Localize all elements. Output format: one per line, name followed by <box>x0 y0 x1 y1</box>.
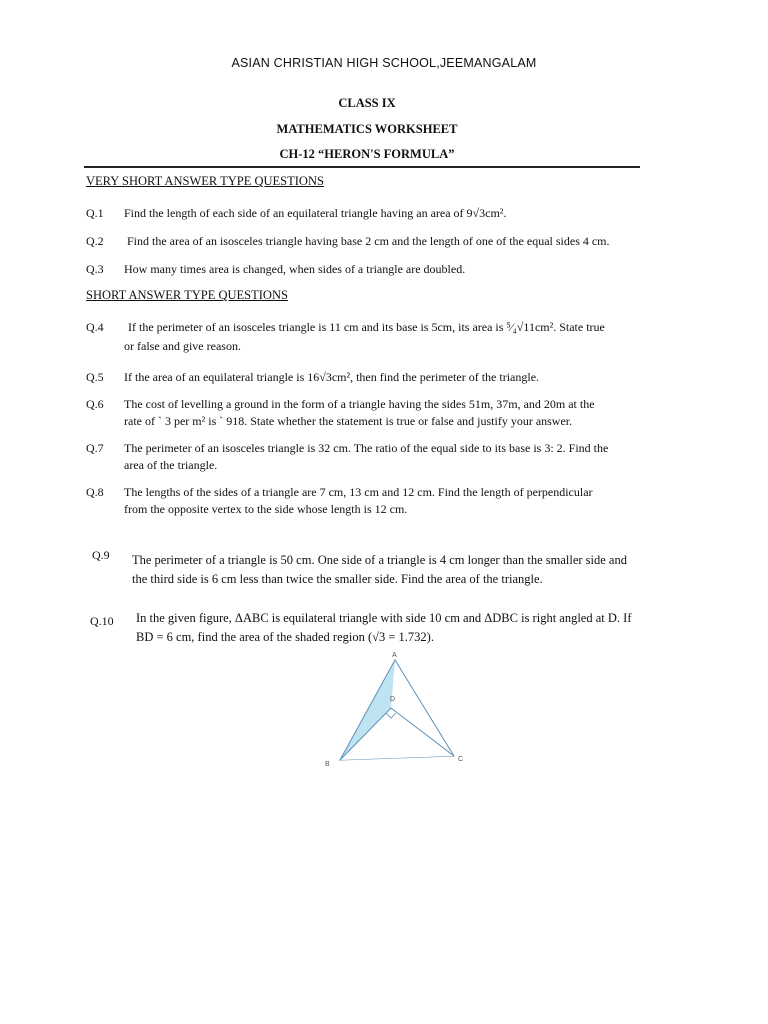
question-number: Q.2 <box>86 234 104 248</box>
question-text: The lengths of the sides of a triangle are 7 cm, 13 cm and 12 cm. Find the length of perpendicular <box>124 485 593 499</box>
label-a: A <box>392 652 397 659</box>
question-text: How many times area is changed, when sides of a triangle are doubled. <box>124 262 466 276</box>
section-very-short: VERY SHORT ANSWER TYPE QUESTIONS <box>86 174 324 188</box>
question-number: Q.7 <box>86 441 104 455</box>
label-c: C <box>458 756 464 763</box>
question-text: Find the area of an isosceles triangle having base 2 cm and the length of one of the equal sides 4 cm. <box>127 234 610 248</box>
question-text-continued: or false and give reason. <box>124 339 241 353</box>
question-number: Q.1 <box>86 206 104 220</box>
question-text-continued: BD = 6 cm, find the area of the shaded region (√3 = 1.732). <box>136 630 434 644</box>
question-text-continued: the third side is 6 cm less than twice the smaller side. Find the area of the triangle. <box>132 572 543 586</box>
class-heading: CLASS IX <box>338 96 396 110</box>
header-rule <box>84 166 640 168</box>
question-text: If the perimeter of an isosceles triangle is 11 cm and its base is 5cm, its area is ⁵⁄₄√11cm². State true <box>128 320 605 334</box>
label-d: D <box>390 696 396 703</box>
question-text-continued: area of the triangle. <box>124 458 218 472</box>
question-text: The perimeter of a triangle is 50 cm. One side of a triangle is 4 cm longer than the smaller side and <box>132 553 627 567</box>
section-short: SHORT ANSWER TYPE QUESTIONS <box>86 288 288 302</box>
triangle-figure <box>318 648 468 768</box>
subject-heading: MATHEMATICS WORKSHEET <box>276 122 458 136</box>
school-name: ASIAN CHRISTIAN HIGH SCHOOL,JEEMANGALAM <box>231 56 537 70</box>
question-number: Q.10 <box>90 614 114 628</box>
label-b: B <box>325 761 330 768</box>
question-number: Q.8 <box>86 485 104 499</box>
question-text: Find the length of each side of an equilateral triangle having an area of 9√3cm². <box>124 206 507 220</box>
question-text: The cost of levelling a ground in the form of a triangle having the sides 51m, 37m, and 20m at the <box>124 397 595 411</box>
question-number: Q.9 <box>92 548 110 562</box>
question-text: The perimeter of an isosceles triangle is 32 cm. The ratio of the equal side to its base is 3: 2. Find the <box>124 441 609 455</box>
question-text: In the given figure, ΔABC is equilateral triangle with side 10 cm and ΔDBC is right angled at D. If <box>136 611 632 625</box>
question-number: Q.6 <box>86 397 104 411</box>
question-text-continued: from the opposite vertex to the side whose length is 12 cm. <box>124 502 408 516</box>
chapter-heading: CH-12 “HERON'S FORMULA” <box>279 147 455 161</box>
question-number: Q.4 <box>86 320 104 334</box>
question-text: If the area of an equilateral triangle is 16√3cm², then find the perimeter of the triangle. <box>124 370 540 384</box>
question-number: Q.3 <box>86 262 104 276</box>
question-text-continued: rate of ` 3 per m² is ` 918. State whether the statement is true or false and justify your answer. <box>124 414 573 428</box>
question-number: Q.5 <box>86 370 104 384</box>
